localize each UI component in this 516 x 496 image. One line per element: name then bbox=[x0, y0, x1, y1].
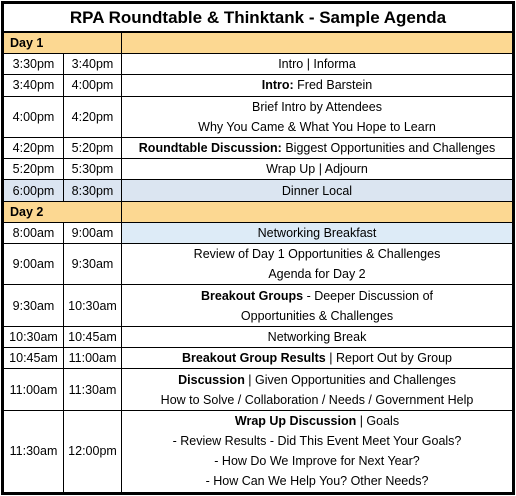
end-time: 11:00am bbox=[64, 348, 122, 369]
session-line bbox=[124, 306, 510, 326]
session-line-text: Review of Day 1 Opportunities & Challenges bbox=[193, 247, 441, 262]
session-line bbox=[124, 431, 510, 451]
session-line-text: Opportunities & Challenges bbox=[240, 308, 394, 323]
session-description bbox=[122, 243, 513, 284]
session-description bbox=[122, 159, 513, 180]
session-description bbox=[122, 369, 513, 410]
session-description bbox=[122, 75, 513, 96]
session-line bbox=[124, 223, 510, 243]
session-line-text: Agenda for Day 2 bbox=[268, 267, 366, 282]
session-line-text: | Report Out by Group bbox=[325, 351, 452, 366]
start-time: 6:00pm bbox=[4, 180, 64, 201]
start-time: 11:30am bbox=[4, 410, 64, 492]
agenda-row bbox=[4, 243, 513, 284]
end-time: 9:00am bbox=[64, 222, 122, 243]
session-line-text: Brief Intro by Attendees bbox=[252, 99, 382, 114]
session-line bbox=[124, 327, 510, 347]
agenda-row bbox=[4, 54, 513, 75]
session-line-text: Why You Came & What You Hope to Learn bbox=[198, 119, 436, 134]
session-line-bold: Roundtable Discussion: bbox=[138, 141, 282, 156]
session-line-text: Networking Breakfast bbox=[257, 225, 377, 240]
start-time: 4:20pm bbox=[4, 137, 64, 158]
day1-header-row bbox=[4, 32, 513, 54]
start-time: 9:00am bbox=[4, 243, 64, 284]
session-line bbox=[124, 117, 510, 137]
session-line bbox=[124, 244, 510, 264]
session-line bbox=[124, 264, 510, 284]
session-line-text: Fred Barstein bbox=[293, 78, 373, 93]
session-description bbox=[122, 348, 513, 369]
session-description bbox=[122, 180, 513, 201]
start-time: 10:30am bbox=[4, 326, 64, 347]
session-line-text: Wrap Up | Adjourn bbox=[266, 162, 368, 177]
agenda-row bbox=[4, 222, 513, 243]
session-description bbox=[122, 222, 513, 243]
session-line bbox=[124, 370, 510, 390]
end-time: 4:00pm bbox=[64, 75, 122, 96]
session-line bbox=[124, 411, 510, 431]
start-time: 11:00am bbox=[4, 369, 64, 410]
session-line-text: How to Solve / Collaboration / Needs / Government Help bbox=[160, 392, 474, 407]
session-line bbox=[124, 75, 510, 95]
session-description bbox=[122, 285, 513, 326]
agenda-row bbox=[4, 180, 513, 201]
session-line bbox=[124, 451, 510, 471]
start-time: 10:45am bbox=[4, 348, 64, 369]
session-description bbox=[122, 410, 513, 492]
session-line-text: - Deeper Discussion of bbox=[303, 288, 434, 303]
start-time: 5:20pm bbox=[4, 159, 64, 180]
session-line bbox=[124, 390, 510, 410]
end-time: 11:30am bbox=[64, 369, 122, 410]
agenda-row bbox=[4, 137, 513, 158]
day2-label: Day 2 bbox=[4, 201, 122, 222]
day2-header-fill bbox=[122, 201, 513, 222]
session-line bbox=[124, 159, 510, 179]
session-line bbox=[124, 97, 510, 117]
session-description bbox=[122, 137, 513, 158]
end-time: 4:20pm bbox=[64, 96, 122, 137]
session-description bbox=[122, 96, 513, 137]
session-line-bold: Intro: bbox=[261, 78, 294, 93]
session-description bbox=[122, 54, 513, 75]
session-line bbox=[124, 348, 510, 368]
session-description bbox=[122, 326, 513, 347]
agenda-row bbox=[4, 96, 513, 137]
start-time: 8:00am bbox=[4, 222, 64, 243]
end-time: 5:30pm bbox=[64, 159, 122, 180]
session-line-bold: Discussion bbox=[178, 372, 245, 387]
session-line-text: - How Do We Improve for Next Year? bbox=[214, 454, 420, 469]
agenda-row bbox=[4, 159, 513, 180]
end-time: 12:00pm bbox=[64, 410, 122, 492]
session-line bbox=[124, 471, 510, 491]
end-time: 10:45am bbox=[64, 326, 122, 347]
session-line-text: | Given Opportunities and Challenges bbox=[244, 372, 456, 387]
agenda-title-row bbox=[4, 4, 513, 33]
agenda-row bbox=[4, 75, 513, 96]
end-time: 5:20pm bbox=[64, 137, 122, 158]
session-line-text: | Goals bbox=[356, 414, 400, 429]
start-time: 3:40pm bbox=[4, 75, 64, 96]
session-line bbox=[124, 54, 510, 74]
end-time: 10:30am bbox=[64, 285, 122, 326]
agenda-row bbox=[4, 285, 513, 326]
session-line-text: Intro | Informa bbox=[278, 57, 356, 72]
day1-header-fill bbox=[122, 32, 513, 54]
session-line-bold: Breakout Group Results bbox=[181, 351, 326, 366]
start-time: 4:00pm bbox=[4, 96, 64, 137]
session-line-bold: Breakout Groups bbox=[200, 288, 304, 303]
day2-header-row bbox=[4, 201, 513, 222]
agenda-row bbox=[4, 410, 513, 492]
session-line bbox=[124, 181, 510, 201]
session-line-bold: Wrap Up Discussion bbox=[234, 414, 357, 429]
session-line-text: Biggest Opportunities and Challenges bbox=[281, 141, 496, 156]
start-time: 9:30am bbox=[4, 285, 64, 326]
agenda-row bbox=[4, 348, 513, 369]
end-time: 9:30am bbox=[64, 243, 122, 284]
agenda-row bbox=[4, 326, 513, 347]
session-line bbox=[124, 286, 510, 306]
agenda-title: RPA Roundtable & Thinktank - Sample Agenda bbox=[4, 4, 513, 33]
day1-label: Day 1 bbox=[4, 32, 122, 54]
session-line-text: Networking Break bbox=[267, 330, 367, 345]
agenda-row bbox=[4, 369, 513, 410]
session-line bbox=[124, 138, 510, 158]
end-time: 3:40pm bbox=[64, 54, 122, 75]
session-line-text: Dinner Local bbox=[281, 183, 353, 198]
session-line-text: - How Can We Help You? Other Needs? bbox=[205, 474, 429, 489]
agenda-table bbox=[1, 1, 515, 495]
start-time: 3:30pm bbox=[4, 54, 64, 75]
session-line-text: - Review Results - Did This Event Meet Your Goals? bbox=[172, 434, 462, 449]
end-time: 8:30pm bbox=[64, 180, 122, 201]
